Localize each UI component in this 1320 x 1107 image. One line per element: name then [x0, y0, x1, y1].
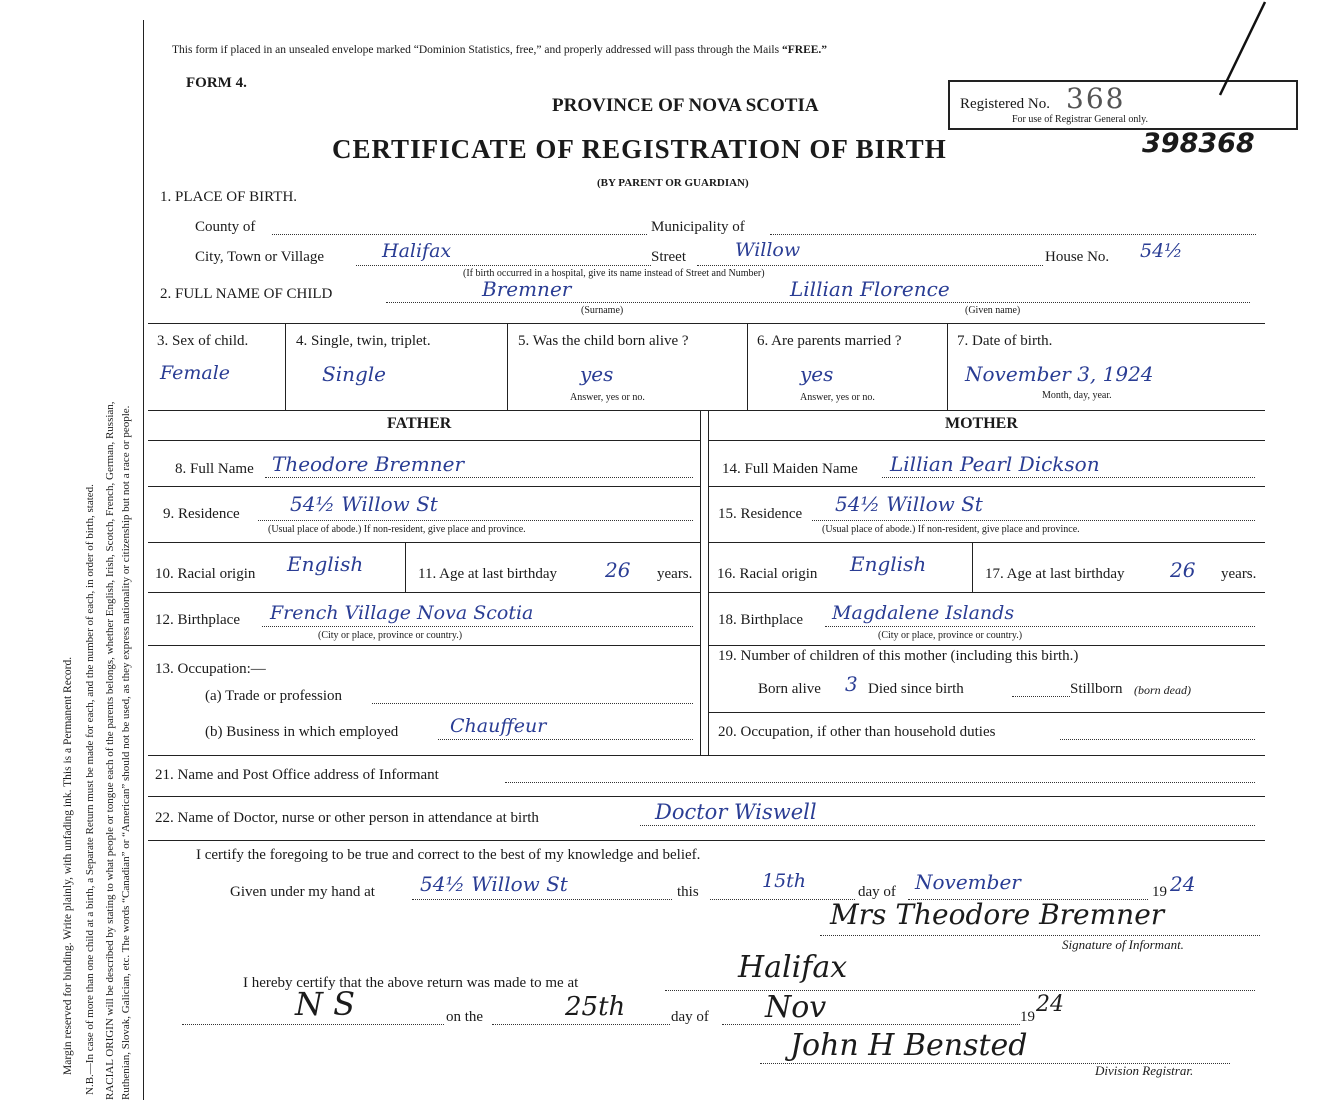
- dob-note: Month, day, year.: [1042, 390, 1112, 401]
- alive-label: 5. Was the child born alive ?: [518, 333, 689, 349]
- registrar-day: 25th: [565, 992, 626, 1022]
- child-surname: Bremner: [482, 277, 572, 301]
- father-years: years.: [657, 566, 693, 582]
- plural-label: 4. Single, twin, triplet.: [296, 333, 431, 349]
- binding-margin: [0, 0, 148, 1107]
- father-res-note: (Usual place of abode.) If non-resident, give place and province.: [268, 524, 526, 535]
- informant-signature: Mrs Theodore Bremner: [830, 898, 1165, 931]
- father-bp-label: 12. Birthplace: [155, 612, 240, 628]
- page-title: CERTIFICATE OF REGISTRATION OF BIRTH: [332, 134, 947, 164]
- registered-number: 368: [1066, 82, 1126, 115]
- father-res-label: 9. Residence: [163, 506, 240, 522]
- stamp-number: 398368: [1142, 128, 1255, 159]
- city-label: City, Town or Village: [195, 249, 325, 265]
- informant-label: 21. Name and Post Office address of Informant: [155, 767, 439, 783]
- child-given: Lillian Florence: [790, 277, 950, 301]
- rule: [148, 323, 1265, 324]
- father-name: Theodore Bremner: [272, 452, 465, 476]
- rule: [708, 486, 1265, 487]
- margin-note-4: Ruthenian, Slovak, Galician, etc. The words “Canadian” or “American” should not be used, as they express nationality or citizenship but not a race or people.: [120, 405, 132, 1100]
- mother-race: English: [850, 552, 927, 576]
- married-label: 6. Are parents married ?: [757, 333, 902, 349]
- rule: [285, 323, 286, 410]
- rule: [405, 542, 406, 592]
- father-name-label: 8. Full Name: [175, 461, 254, 477]
- father-age: 26: [605, 558, 631, 582]
- plural-value: Single: [322, 362, 387, 386]
- alive-value: yes: [580, 362, 614, 386]
- page-subtitle: (BY PARENT OR GUARDIAN): [597, 177, 749, 189]
- occupation-label: 13. Occupation:—: [155, 661, 266, 677]
- surname-note: (Surname): [581, 305, 624, 316]
- dot-line: [825, 626, 1255, 627]
- registrar-month: Nov: [765, 990, 827, 1025]
- married-value: yes: [800, 362, 834, 386]
- given-day: 15th: [762, 870, 807, 892]
- rule: [708, 440, 1265, 441]
- municipality-field: [770, 234, 1256, 235]
- city-value: Halifax: [382, 240, 452, 262]
- registrar-place: Halifax: [738, 950, 848, 985]
- dot-line: [665, 990, 1255, 991]
- rule: [708, 592, 1265, 593]
- died-label: Died since birth: [868, 681, 964, 697]
- dot-line: [258, 520, 693, 521]
- born-alive-value: 3: [845, 672, 858, 696]
- form-number: FORM 4.: [186, 75, 247, 91]
- rule: [148, 755, 1265, 756]
- rule: [148, 840, 1265, 841]
- this-label: this: [677, 884, 699, 900]
- father-bp: French Village Nova Scotia: [270, 602, 534, 624]
- dot-line: [262, 626, 693, 627]
- dot-line: [882, 477, 1255, 478]
- married-note: Answer, yes or no.: [800, 392, 875, 403]
- mother-occupation-label: 20. Occupation, if other than household duties: [718, 724, 996, 740]
- rule: [148, 645, 700, 646]
- dot-line: [1012, 696, 1070, 697]
- dot-line: [820, 935, 1260, 936]
- mother-years: years.: [1221, 566, 1257, 582]
- dot-line: [492, 1024, 670, 1025]
- given-note: (Given name): [965, 305, 1021, 316]
- day-of-label: day of: [858, 884, 896, 900]
- registrar-year: 24: [1036, 992, 1064, 1017]
- father-race-label: 10. Racial origin: [155, 566, 256, 582]
- rule: [708, 542, 1265, 543]
- margin-rule: [143, 20, 144, 1100]
- given-place: 54½ Willow St: [420, 872, 568, 896]
- father-bp-note: (City or place, province or country.): [318, 630, 463, 641]
- dot-line: [182, 1024, 444, 1025]
- stillborn-label: Stillborn: [1070, 681, 1123, 697]
- county-field: [272, 234, 647, 235]
- house-label: House No.: [1045, 249, 1110, 265]
- rule: [947, 323, 948, 410]
- registrar-sig-label: Division Registrar.: [1095, 1063, 1194, 1078]
- street-label: Street: [651, 249, 686, 265]
- registered-note: For use of Registrar General only.: [1012, 114, 1148, 125]
- margin-note-3: RACIAL ORIGIN will be described by stating to what people or tongue each of the parents belongs, whether English, Irish, Scotch, French, German, Russian,: [104, 401, 116, 1100]
- rule: [148, 796, 1265, 797]
- sex-label: 3. Sex of child.: [157, 333, 249, 349]
- rule: [708, 410, 709, 755]
- rule: [148, 486, 700, 487]
- city-line: [356, 265, 651, 266]
- rule: [148, 592, 700, 593]
- born-alive-label: Born alive: [758, 681, 821, 697]
- stillborn-note: (born dead): [1134, 683, 1191, 697]
- rule: [972, 542, 973, 592]
- doctor-label: 22. Name of Doctor, nurse or other person in attendance at birth: [155, 810, 539, 826]
- rule: [708, 645, 1265, 646]
- rule: [507, 323, 508, 410]
- rule: [747, 323, 748, 410]
- county-label: County of: [195, 219, 256, 235]
- on-the-label: on the: [446, 1009, 484, 1025]
- child-line: [386, 302, 1250, 303]
- dot-line: [640, 825, 1255, 826]
- father-heading: FATHER: [387, 415, 452, 432]
- registrar-province: N S: [295, 985, 356, 1023]
- trade-label: (a) Trade or profession: [205, 688, 343, 704]
- dot-line: [265, 477, 693, 478]
- rule: [700, 410, 701, 755]
- children-label: 19. Number of children of this mother (including this birth.): [718, 648, 1079, 664]
- father-res: 54½ Willow St: [290, 492, 438, 516]
- mother-age: 26: [1170, 558, 1196, 582]
- pen-stroke: [1180, 0, 1280, 100]
- mother-res: 54½ Willow St: [835, 492, 983, 516]
- registrar-text: I hereby certify that the above return was made to me at: [243, 975, 579, 991]
- mother-bp: Magdalene Islands: [832, 602, 1015, 624]
- informant-sig-label: Signature of Informant.: [1062, 937, 1184, 952]
- registered-label: Registered No.: [960, 96, 1050, 112]
- father-race: English: [287, 552, 364, 576]
- registrar-year-prefix: 19: [1020, 1009, 1035, 1025]
- rule: [148, 542, 700, 543]
- street-line: [697, 265, 1043, 266]
- child-label: 2. FULL NAME OF CHILD: [160, 286, 333, 302]
- given-year: 24: [1170, 872, 1196, 896]
- mother-name: Lillian Pearl Dickson: [890, 452, 1100, 476]
- mother-heading: MOTHER: [945, 415, 1018, 432]
- dot-line: [412, 899, 672, 900]
- mother-bp-note: (City or place, province or country.): [878, 630, 1023, 641]
- rule: [148, 410, 1265, 411]
- certify-text: I certify the foregoing to be true and correct to the best of my knowledge and belief.: [196, 847, 701, 863]
- business-label: (b) Business in which employed: [205, 724, 399, 740]
- house-value: 54½: [1140, 240, 1183, 262]
- margin-note-2: N.B.—In case of more than one child at a birth, a Separate Return must be made for each, and the number of each, in order of birth, stated.: [84, 484, 96, 1095]
- province-heading: PROVINCE OF NOVA SCOTIA: [552, 95, 819, 116]
- dot-line: [372, 703, 693, 704]
- doctor-value: Doctor Wiswell: [655, 800, 817, 824]
- father-age-label: 11. Age at last birthday: [418, 566, 557, 582]
- dot-line: [812, 520, 1255, 521]
- year-prefix: 19: [1152, 884, 1167, 900]
- given-label: Given under my hand at: [230, 884, 375, 900]
- business-value: Chauffeur: [450, 715, 547, 737]
- dob-value: November 3, 1924: [965, 362, 1154, 386]
- sex-value: Female: [160, 362, 231, 384]
- registrar-signature: John H Bensted: [790, 1028, 1028, 1063]
- place-heading: 1. PLACE OF BIRTH.: [160, 189, 298, 205]
- registrar-day-of: day of: [671, 1009, 709, 1025]
- mother-age-label: 17. Age at last birthday: [985, 566, 1125, 582]
- mother-name-label: 14. Full Maiden Name: [722, 461, 858, 477]
- dot-line: [1060, 739, 1255, 740]
- dot-line: [722, 1024, 1020, 1025]
- hospital-note: (If birth occurred in a hospital, give its name instead of Street and Number): [463, 268, 765, 279]
- street-value: Willow: [735, 239, 801, 261]
- mail-notice: This form if placed in an unsealed envelope marked “Dominion Statistics, free,” and properly addressed will pass through the Mails “FREE.”: [172, 44, 828, 56]
- dob-label: 7. Date of birth.: [957, 333, 1053, 349]
- mother-bp-label: 18. Birthplace: [718, 612, 803, 628]
- dot-line: [438, 739, 693, 740]
- given-month: November: [915, 870, 1021, 894]
- mother-res-label: 15. Residence: [718, 506, 803, 522]
- dot-line: [505, 782, 1255, 783]
- rule: [708, 712, 1265, 713]
- municipality-label: Municipality of: [651, 219, 745, 235]
- alive-note: Answer, yes or no.: [570, 392, 645, 403]
- mother-race-label: 16. Racial origin: [717, 566, 818, 582]
- mother-res-note: (Usual place of abode.) If non-resident, give place and province.: [822, 524, 1080, 535]
- rule: [148, 440, 700, 441]
- margin-note-1: Margin reserved for binding. Write plainly, with unfading ink. This is a Permanent Record.: [62, 656, 74, 1075]
